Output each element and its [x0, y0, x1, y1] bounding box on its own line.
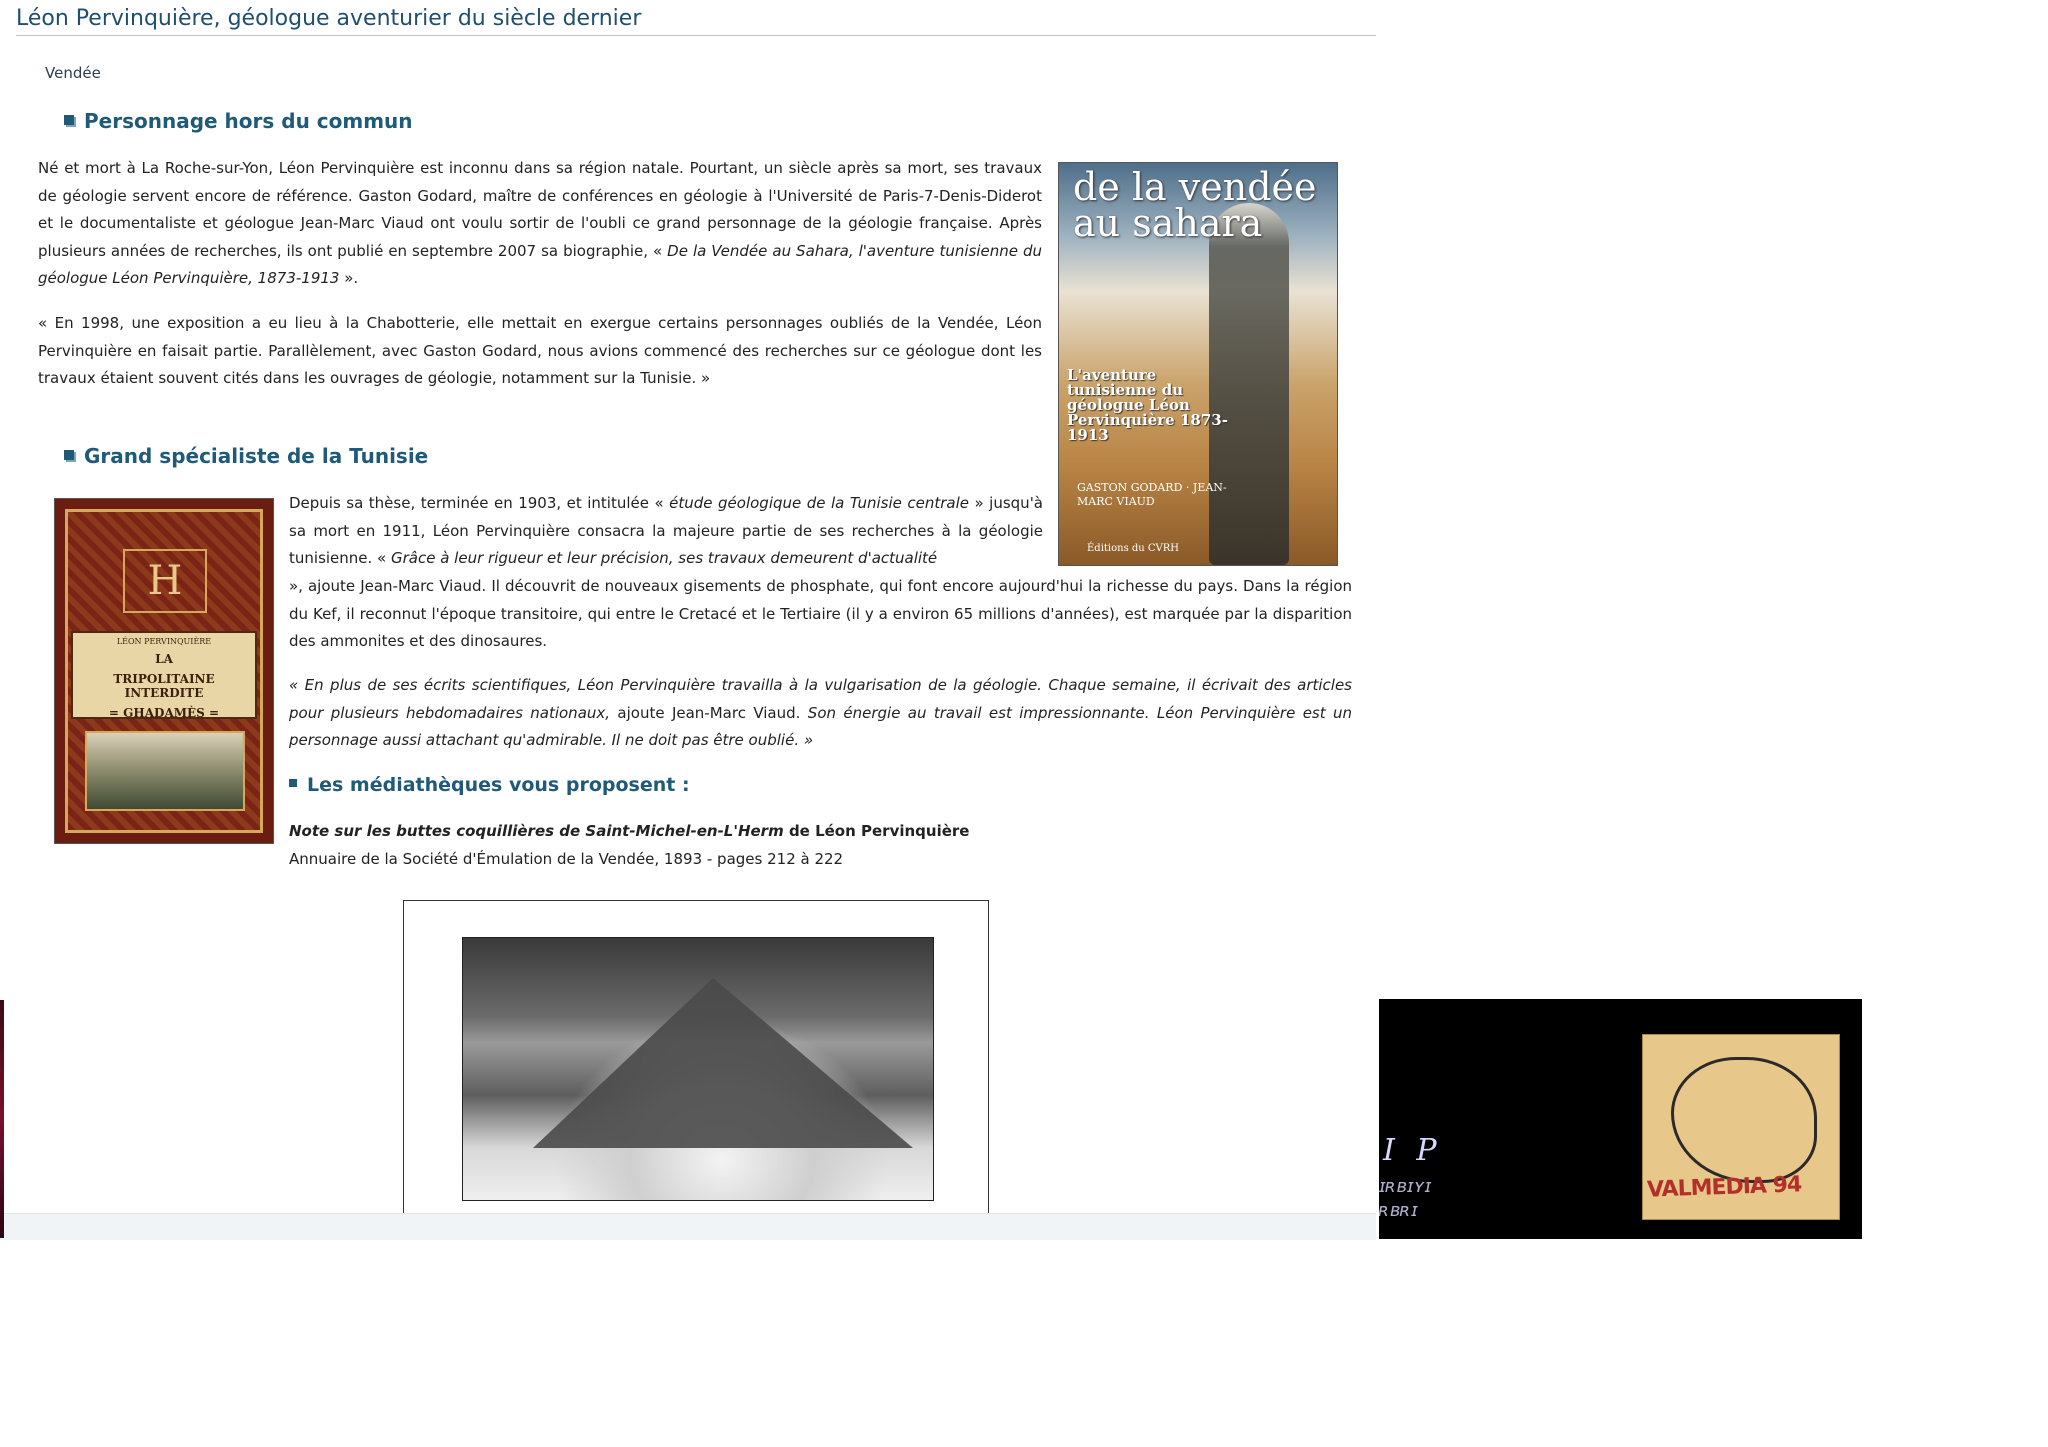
book-cover-subtitle: L'aventure tunisienne du géologue Léon Pervinquière 1873-1913 [1067, 366, 1228, 444]
reference-source: Annuaire de la Société d'Émulation de la Vendée, 1893 - pages 212 à 222 [289, 849, 844, 868]
valmedia-logo-icon [1642, 1034, 1840, 1220]
footer-bar [0, 1213, 1376, 1240]
shell-mound-photo[interactable] [462, 937, 934, 1201]
page-title: Léon Pervinquière, géologue aventurier du siècle dernier [16, 6, 1376, 36]
reference-entry [289, 818, 1352, 873]
book-cover-label: LÉON PERVINQUIÈRE LA TRIPOLITAINE INTERDITE = GHADAMÈS = [71, 631, 257, 719]
book-cover-vendee-sahara[interactable] [1058, 162, 1338, 566]
book-cover-tripolitaine[interactable] [54, 498, 274, 844]
paragraph-intro: Né et mort à La Roche-sur-Yon, Léon Pervinquière est inconnu dans sa région natale. Pourtant, un siècle après sa mort, ses travaux de géologie servent encore de référence. Gaston Godard, maître de conférences en géologie à l'Université de Paris-7-Denis-Diderot et le documentaliste et géologue Jean-Marc Viaud ont voulu sortir de l'oubli ce grand personnage de la géologie française. Après plusieurs années de recherches, ils ont publié en septembre 2007 sa biographie, « De la Vendée au Sahara, l'aventure tunisienne du géologue Léon Pervinquière, 1873-1913 ». [38, 159, 1042, 288]
square-bullet-icon [289, 779, 297, 787]
oasis-engraving [85, 731, 245, 811]
valmedia-logo-text: VALMEDIA 94 [1646, 1172, 1802, 1203]
square-bullet-icon [64, 450, 74, 460]
reference-author: de Léon Pervinquière [783, 822, 970, 840]
paragraph-vulgarisation: « En plus de ses écrits scientifiques, Léon Pervinquière travailla à la vulgarisation de la géologie. Chaque semaine, il écrivait des articles pour plusieurs hebdomadaires nationaux, ajoute Jean-Marc Viaud. Son énergie au travail est impressionnante. Léon Pervinquière est un personnage aussi attachant qu'admirable. Il ne doit pas être oublié. » [289, 676, 1353, 750]
mound-shape [533, 978, 913, 1148]
monogram-logo-icon: H [123, 549, 207, 613]
banner-blurred-text: ɪʀʙɪʏɪ ʀʙʀɪ [1379, 1176, 1432, 1221]
book-cover-title: de la vendée au sahara [1073, 165, 1317, 245]
book-cover-publisher: Éditions du CVRH [1087, 543, 1180, 554]
breadcrumb[interactable]: Vendée [45, 64, 101, 82]
section-heading-personnage: Personnage hors du commun [64, 109, 413, 133]
square-bullet-icon [64, 115, 74, 125]
book-title-citation: De la Vendée au Sahara, l'aventure tunisienne du géologue Léon Pervinquière, 1873-1913 [38, 241, 1042, 288]
photo-frame [403, 900, 989, 1240]
section-heading-mediatheques: Les médiathèques vous proposent : [289, 774, 690, 796]
paragraph-these-part2: », ajoute Jean-Marc Viaud. Il découvrit de nouveaux gisements de phosphate, qui font encore aujourd'hui la richesse du pays. Dans la région du Kef, il reconnut l'époque transitoire, qui entre le Cretacé et le Tertiaire (il y a environ 65 millions d'années), est marquée par la disparition des ammonites et des dinosaures. [289, 577, 1352, 651]
section-heading-tunisie: Grand spécialiste de la Tunisie [64, 444, 428, 468]
valmedia-banner[interactable] [1379, 999, 1862, 1239]
reference-title: Note sur les buttes coquillières de Saint-Michel-en-L'Herm [289, 822, 784, 840]
cropped-image-edge [0, 1000, 4, 1238]
paragraph-exposition: « En 1998, une exposition a eu lieu à la Chabotterie, elle mettait en exergue certains personnages oubliés de la Vendée, Léon Pervinquière en faisait partie. Parallèlement, avec Gaston Godard, nous avions commencé des recherches sur ce géologue dont les travaux étaient souvent cités dans les ouvrages de géologie, notamment sur la Tunisie. » [38, 314, 1042, 388]
paragraph-these-part1: Depuis sa thèse, terminée en 1903, et intitulée « étude géologique de la Tunisie centrale » jusqu'à sa mort en 1911, Léon Pervinquière consacra la majeure partie de ses recherches à la géologie tunisienne. « Grâce à leur rigueur et leur précision, ses travaux demeurent d'actualité [289, 494, 1044, 568]
book-cover-authors: GASTON GODARD · JEAN-MARC VIAUD [1077, 481, 1227, 508]
department-map-shape [1671, 1057, 1817, 1183]
banner-letters: I P [1383, 1133, 1443, 1168]
